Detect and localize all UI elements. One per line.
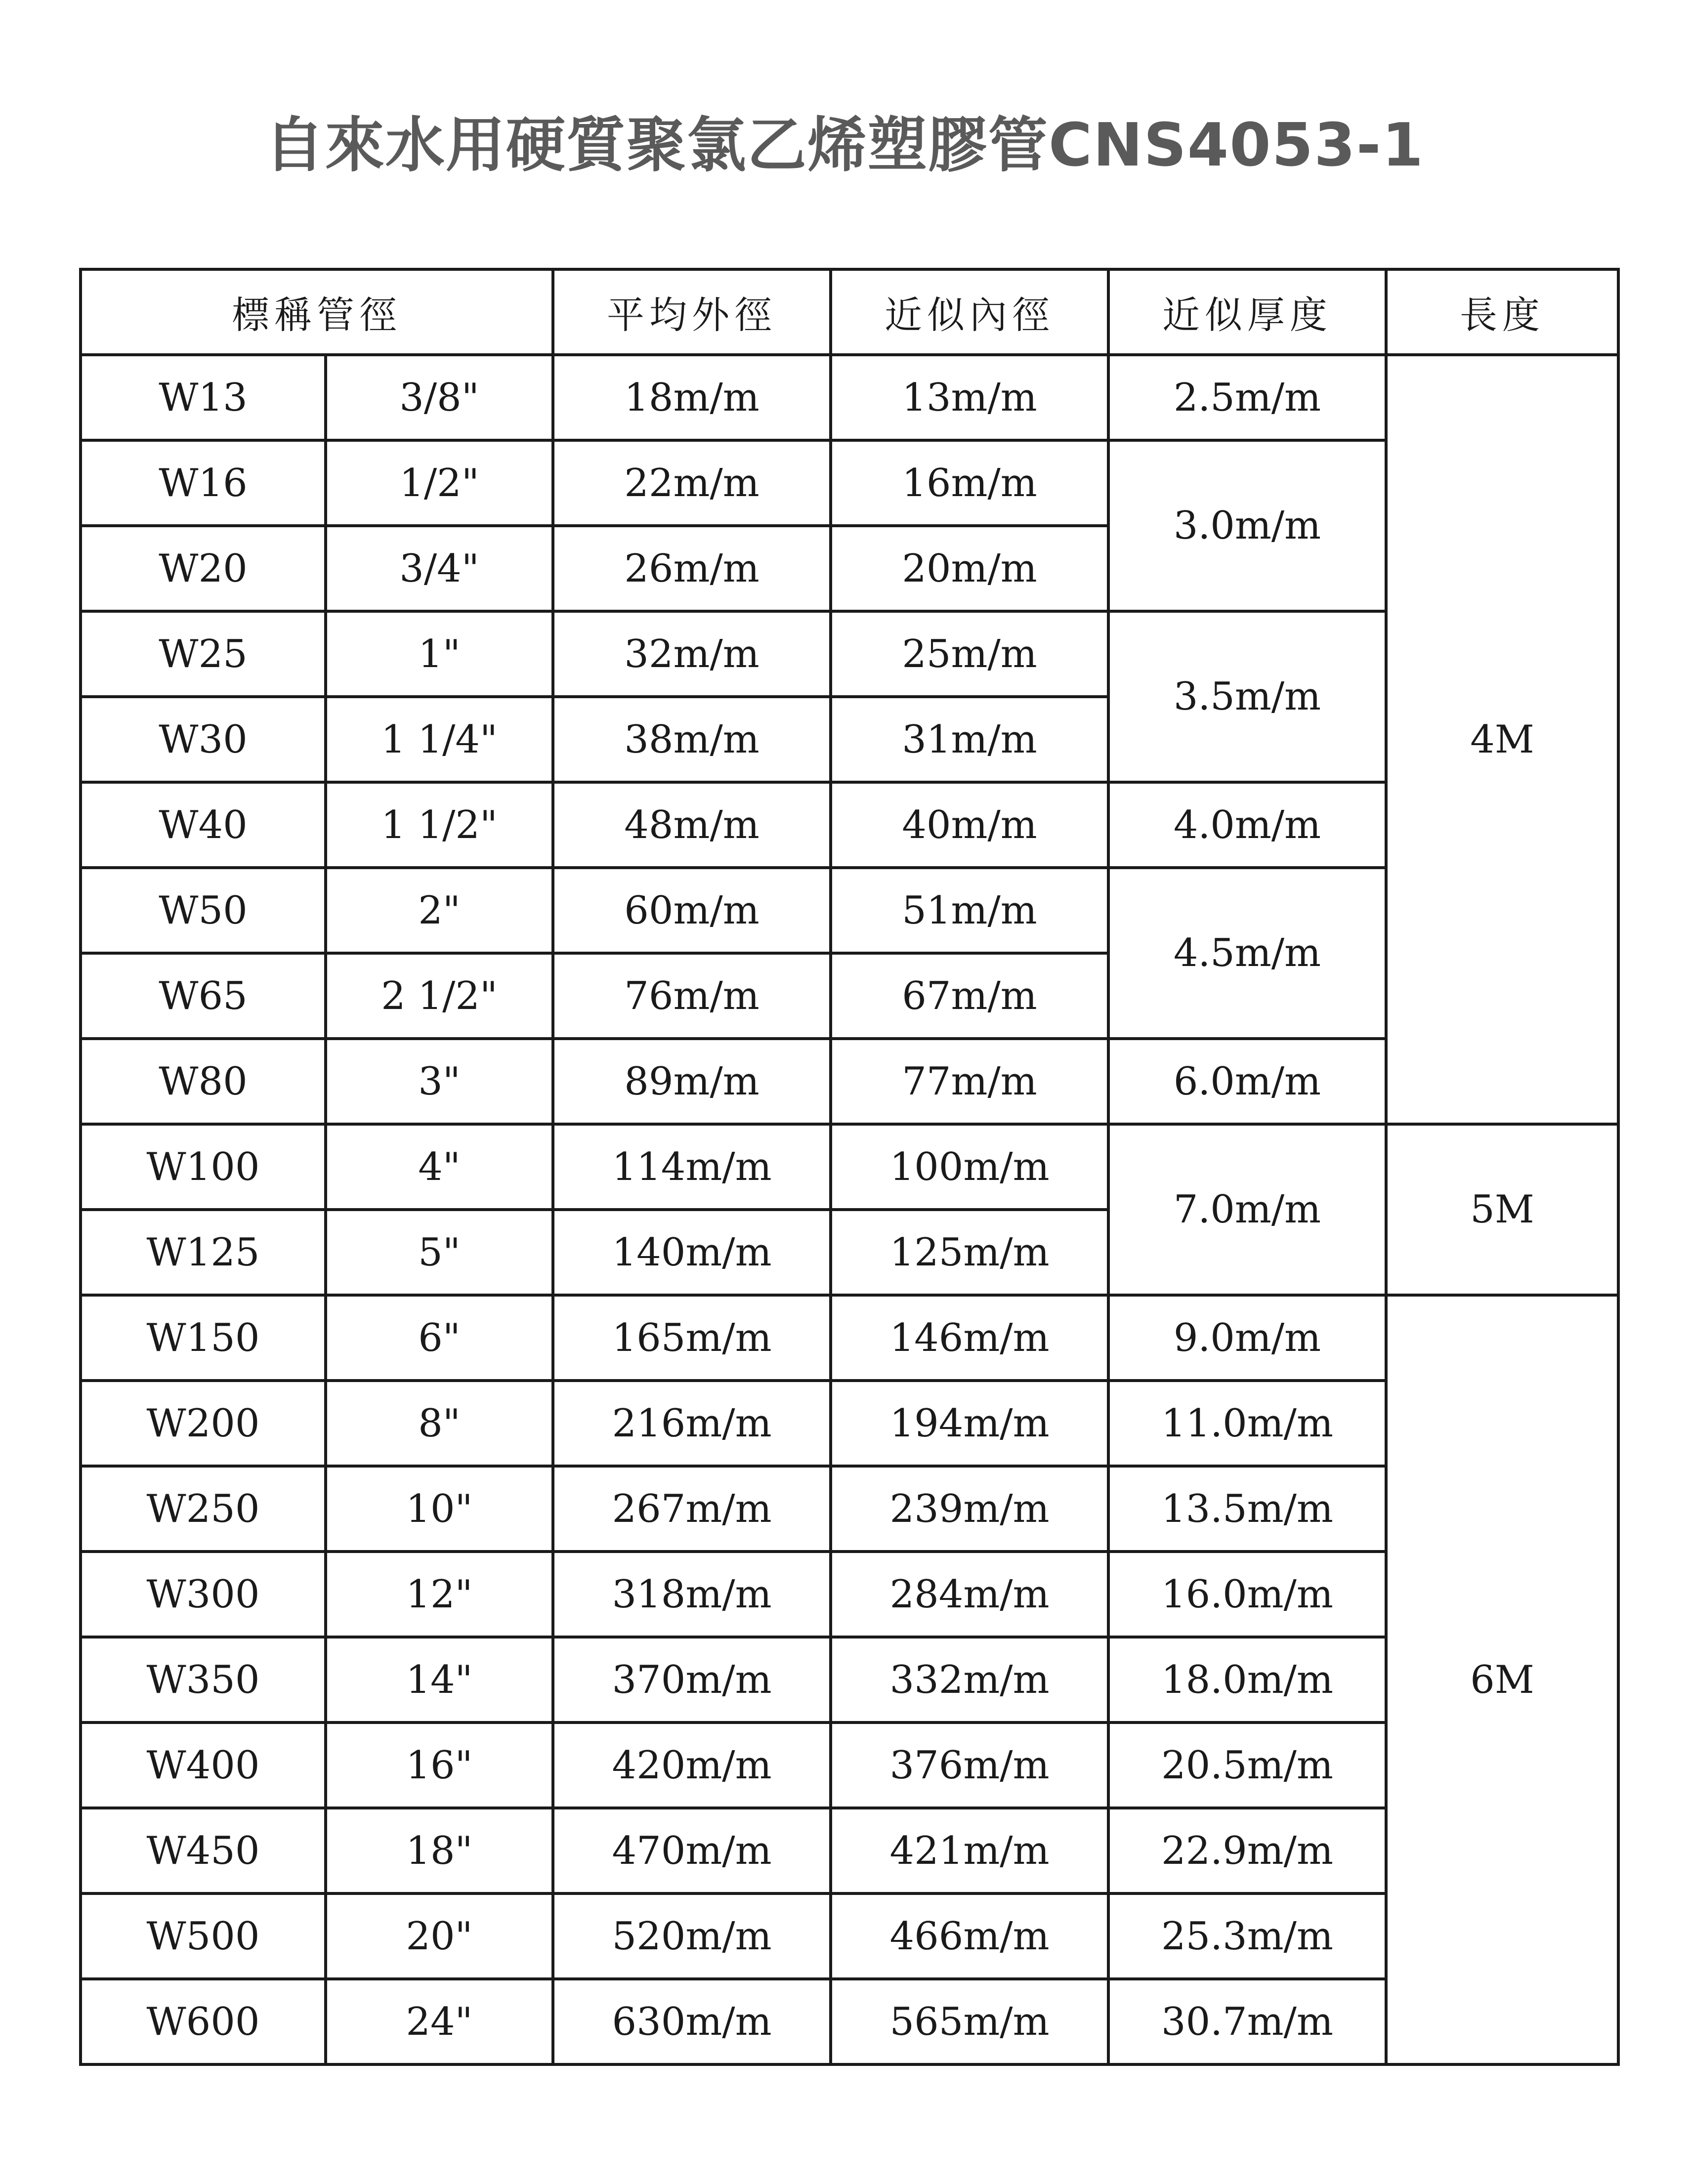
inner-diameter-cell: 40m/m (831, 782, 1108, 868)
nominal-code-cell: W100 (81, 1124, 326, 1210)
nominal-inch-cell: 5" (326, 1210, 553, 1295)
thickness-cell: 3.0m/m (1108, 440, 1386, 611)
header-approx-thickness: 近似厚度 (1108, 269, 1386, 355)
outer-diameter-cell: 165m/m (553, 1295, 831, 1381)
nominal-code-cell: W350 (81, 1637, 326, 1722)
inner-diameter-cell: 125m/m (831, 1210, 1108, 1295)
inner-diameter-cell: 25m/m (831, 611, 1108, 697)
nominal-code-cell: W16 (81, 440, 326, 526)
inner-diameter-cell: 466m/m (831, 1893, 1108, 1979)
thickness-cell: 30.7m/m (1108, 1979, 1386, 2064)
outer-diameter-cell: 470m/m (553, 1808, 831, 1893)
nominal-inch-cell: 6" (326, 1295, 553, 1381)
nominal-code-cell: W40 (81, 782, 326, 868)
table-body (81, 355, 1618, 2064)
outer-diameter-cell: 22m/m (553, 440, 831, 526)
inner-diameter-cell: 194m/m (831, 1381, 1108, 1466)
outer-diameter-cell: 18m/m (553, 355, 831, 440)
thickness-cell: 7.0m/m (1108, 1124, 1386, 1295)
nominal-inch-cell: 2 1/2" (326, 953, 553, 1039)
outer-diameter-cell: 26m/m (553, 526, 831, 611)
inner-diameter-cell: 67m/m (831, 953, 1108, 1039)
outer-diameter-cell: 76m/m (553, 953, 831, 1039)
nominal-inch-cell: 3/4" (326, 526, 553, 611)
thickness-cell: 20.5m/m (1108, 1722, 1386, 1808)
outer-diameter-cell: 38m/m (553, 697, 831, 782)
pipe-spec-table (79, 268, 1620, 2066)
inner-diameter-cell: 31m/m (831, 697, 1108, 782)
outer-diameter-cell: 48m/m (553, 782, 831, 868)
nominal-inch-cell: 18" (326, 1808, 553, 1893)
nominal-code-cell: W65 (81, 953, 326, 1039)
outer-diameter-cell: 420m/m (553, 1722, 831, 1808)
thickness-cell: 2.5m/m (1108, 355, 1386, 440)
length-cell: 6M (1386, 1295, 1618, 2064)
outer-diameter-cell: 114m/m (553, 1124, 831, 1210)
nominal-code-cell: W50 (81, 868, 326, 953)
inner-diameter-cell: 332m/m (831, 1637, 1108, 1722)
nominal-inch-cell: 4" (326, 1124, 553, 1210)
length-cell: 4M (1386, 355, 1618, 1124)
inner-diameter-cell: 51m/m (831, 868, 1108, 953)
nominal-code-cell: W80 (81, 1039, 326, 1124)
header-row (81, 269, 1618, 355)
nominal-inch-cell: 3/8" (326, 355, 553, 440)
inner-diameter-cell: 421m/m (831, 1808, 1108, 1893)
outer-diameter-cell: 32m/m (553, 611, 831, 697)
inner-diameter-cell: 284m/m (831, 1552, 1108, 1637)
thickness-cell: 11.0m/m (1108, 1381, 1386, 1466)
inner-diameter-cell: 146m/m (831, 1295, 1108, 1381)
inner-diameter-cell: 100m/m (831, 1124, 1108, 1210)
nominal-code-cell: W400 (81, 1722, 326, 1808)
header-approx-inner-diameter: 近似內徑 (831, 269, 1108, 355)
inner-diameter-cell: 376m/m (831, 1722, 1108, 1808)
thickness-cell: 13.5m/m (1108, 1466, 1386, 1552)
nominal-inch-cell: 1/2" (326, 440, 553, 526)
table-row (81, 355, 1618, 440)
outer-diameter-cell: 89m/m (553, 1039, 831, 1124)
nominal-inch-cell: 8" (326, 1381, 553, 1466)
outer-diameter-cell: 60m/m (553, 868, 831, 953)
nominal-inch-cell: 10" (326, 1466, 553, 1552)
nominal-code-cell: W300 (81, 1552, 326, 1637)
nominal-inch-cell: 24" (326, 1979, 553, 2064)
nominal-inch-cell: 16" (326, 1722, 553, 1808)
nominal-code-cell: W13 (81, 355, 326, 440)
outer-diameter-cell: 370m/m (553, 1637, 831, 1722)
thickness-cell: 22.9m/m (1108, 1808, 1386, 1893)
nominal-code-cell: W200 (81, 1381, 326, 1466)
thickness-cell: 6.0m/m (1108, 1039, 1386, 1124)
thickness-cell: 16.0m/m (1108, 1552, 1386, 1637)
nominal-inch-cell: 3" (326, 1039, 553, 1124)
thickness-cell: 3.5m/m (1108, 611, 1386, 782)
nominal-code-cell: W600 (81, 1979, 326, 2064)
outer-diameter-cell: 216m/m (553, 1381, 831, 1466)
inner-diameter-cell: 77m/m (831, 1039, 1108, 1124)
nominal-inch-cell: 1 1/4" (326, 697, 553, 782)
table-row (81, 1295, 1618, 1381)
nominal-code-cell: W20 (81, 526, 326, 611)
nominal-inch-cell: 2" (326, 868, 553, 953)
header-length: 長度 (1386, 269, 1618, 355)
nominal-code-cell: W500 (81, 1893, 326, 1979)
inner-diameter-cell: 13m/m (831, 355, 1108, 440)
inner-diameter-cell: 565m/m (831, 1979, 1108, 2064)
page-title: 自來水用硬質聚氯乙烯塑膠管CNS4053-1 (264, 111, 1425, 180)
outer-diameter-cell: 267m/m (553, 1466, 831, 1552)
inner-diameter-cell: 239m/m (831, 1466, 1108, 1552)
nominal-inch-cell: 20" (326, 1893, 553, 1979)
nominal-code-cell: W25 (81, 611, 326, 697)
nominal-code-cell: W125 (81, 1210, 326, 1295)
nominal-code-cell: W450 (81, 1808, 326, 1893)
nominal-inch-cell: 14" (326, 1637, 553, 1722)
nominal-inch-cell: 1 1/2" (326, 782, 553, 868)
thickness-cell: 4.0m/m (1108, 782, 1386, 868)
outer-diameter-cell: 520m/m (553, 1893, 831, 1979)
nominal-code-cell: W30 (81, 697, 326, 782)
nominal-code-cell: W150 (81, 1295, 326, 1381)
thickness-cell: 25.3m/m (1108, 1893, 1386, 1979)
outer-diameter-cell: 630m/m (553, 1979, 831, 2064)
thickness-cell: 4.5m/m (1108, 868, 1386, 1039)
nominal-code-cell: W250 (81, 1466, 326, 1552)
thickness-cell: 18.0m/m (1108, 1637, 1386, 1722)
inner-diameter-cell: 20m/m (831, 526, 1108, 611)
inner-diameter-cell: 16m/m (831, 440, 1108, 526)
nominal-inch-cell: 1" (326, 611, 553, 697)
thickness-cell: 9.0m/m (1108, 1295, 1386, 1381)
outer-diameter-cell: 140m/m (553, 1210, 831, 1295)
header-average-outer-diameter: 平均外徑 (553, 269, 831, 355)
nominal-inch-cell: 12" (326, 1552, 553, 1637)
header-nominal-size: 標稱管徑 (81, 269, 553, 355)
table-row (81, 1124, 1618, 1210)
length-cell: 5M (1386, 1124, 1618, 1295)
outer-diameter-cell: 318m/m (553, 1552, 831, 1637)
